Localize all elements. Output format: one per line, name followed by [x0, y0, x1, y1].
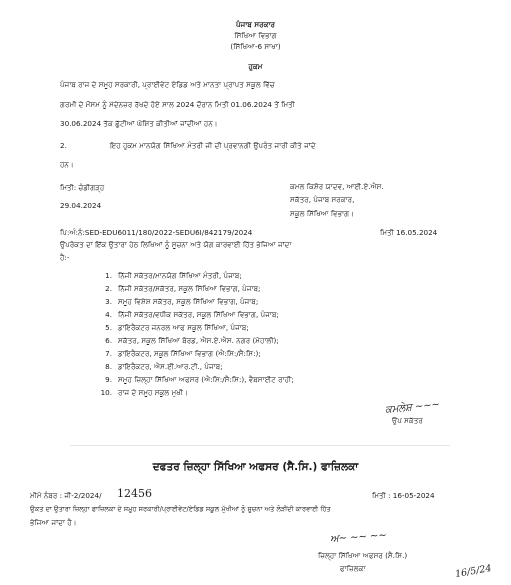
order-date: 29.04.2024	[60, 201, 102, 210]
signatory-department: ਸਕੂਲ ਸਿੱਖਿਆ ਵਿਭਾਗ।	[290, 209, 355, 218]
list-item: 6. ਸਕੱਤਰ, ਸਕੂਲ ਸਿੱਖਿਆ ਬੋਰਡ, ਐਸ.ਏ.ਐਸ. ਨਗਰ (ਮੋਹਾਲੀ);	[105, 336, 279, 345]
govt-heading: ਪੰਜਾਬ ਸਰਕਾਰ	[235, 20, 276, 29]
list-item: 3. ਸਮੂਹ ਵਿਸ਼ੇਸ਼ ਸਕੱਤਰ, ਸਕੂਲ ਸਿੱਖਿਆ ਵਿਭਾਗ, ਪੰਜਾਬ;	[105, 297, 259, 306]
list-item: 1. ਨਿੱਜੀ ਸਕੱਤਰ/ਮਾਨਯੋਗ ਸਿੱਖਿਆ ਮੰਤਰੀ, ਪੰਜਾਬ;	[105, 271, 242, 280]
memo-date: ਮਿਤੀ : 16-05-2024	[372, 491, 435, 500]
para2-number: 2.	[60, 141, 67, 150]
para2-line1: ਇਹ ਹੁਕਮ ਮਾਨਯੋਗ ਸਿੱਖਿਆ ਮੰਤਰੀ ਜੀ ਦੀ ਪ੍ਰਵਾਨਗੀ ਉਪਰੰਤ ਜਾਰੀ ਕੀਤੇ ਜਾਂਦੇ	[110, 141, 316, 150]
order-title: ਹੁਕਮ	[248, 62, 263, 71]
signature-upper-label: ਉਪ ਸਕੱਤਰ	[392, 416, 423, 425]
department-heading: ਸਿੱਖਿਆ ਵਿਭਾਗ	[234, 31, 277, 40]
signature-lower: ਅ~ ~~ ~~	[329, 530, 388, 545]
list-item: 2. ਨਿੱਜੀ ਸਕੱਤਰ/ਸਕੱਤਰ, ਸਕੂਲ ਸਿੱਖਿਆ ਵਿਭਾਗ, ਪੰਜਾਬ;	[105, 284, 261, 293]
list-item: 7. ਡਾਇਰੈਕਟਰ, ਸਕੂਲ ਸਿੱਖਿਆ ਵਿਭਾਗ (ਐ:ਸਿ:/ਸੈ:ਸਿ:);	[105, 349, 261, 358]
handwritten-date: 16/5/24	[454, 562, 493, 581]
list-item: 9. ਸਮੂਹ ਜ਼ਿਲ੍ਹਾ ਸਿੱਖਿਆ ਅਫਸਰ (ਐ:ਸਿ:/ਸੈ:ਸਿ:), ਵੈਬਸਾਈਟ ਰਾਹੀਂ;	[105, 375, 294, 384]
list-item: 10. ਰਾਜ ਦੇ ਸਮੂਹ ਸਕੂਲ ਮੁਖੀ।	[100, 388, 188, 397]
list-item: 5. ਡਾਇਰੈਕਟਰ ਜਨਰਲ ਆਫ ਸਕੂਲ ਸਿੱਖਿਆ, ਪੰਜਾਬ;	[105, 323, 249, 332]
district-office-title: ਦਫਤਰ ਜ਼ਿਲ੍ਹਾ ਸਿੱਖਿਆ ਅਫਸਰ (ਸੈ.ਸਿ.) ਫਾਜ਼ਿਲਕਾ	[152, 461, 359, 473]
para2-line2: ਹਨ।	[60, 160, 74, 169]
district-line2: ਭੇਜਿਆ ਜਾਂਦਾ ਹੈ।	[30, 518, 77, 527]
para1-line3: 30.06.2024 ਤੱਕ ਛੁੱਟੀਆਂ ਘੋਸ਼ਿਤ ਕੀਤੀਆਂ ਜਾਂਦੀਆਂ ਹਨ।	[60, 119, 218, 128]
endorsement-line1: ਉਪਰੋਕਤ ਦਾ ਇੱਕ ਉਤਾਰਾ ਹੇਠ ਲਿਖਿਆਂ ਨੂੰ ਸੂਚਨਾ ਅਤੇ ਯੋਗ ਕਾਰਵਾਈ ਹਿੱਤ ਭੇਜਿਆ ਜਾਂਦਾ	[60, 240, 292, 249]
memo-label: ਮੀਮੋ ਨੰਬਰ : ਜੀ-2/2024/	[30, 491, 102, 500]
signature-lower-place: ਫਾਜ਼ਿਲਕਾ	[340, 564, 366, 573]
endorsement-number: ਪਿ:ਅੰ:ਨੰ:SED-EDU6011/180/2022-SEDU6I/842179/2024	[60, 228, 253, 237]
memo-number: 12456	[117, 487, 152, 500]
signature-upper: ਕਮਲੇਸ਼ ~~~	[384, 399, 441, 416]
endorsement-date: ਮਿਤੀ 16.05.2024	[380, 228, 438, 237]
para1-line1: ਪੰਜਾਬ ਰਾਜ ਦੇ ਸਮੂਹ ਸਰਕਾਰੀ, ਪ੍ਰਾਈਵੇਟ ਏਡਿਡ ਅਤੇ ਮਾਨਤਾ ਪ੍ਰਾਪਤ ਸਕੂਲ ਵਿੱਚ	[60, 80, 275, 89]
list-item: 8. ਡਾਇਰੈਕਟਰ, ਐਸ.ਈ.ਆਰ.ਟੀ., ਪੰਜਾਬ;	[105, 362, 223, 371]
signature-lower-officer: ਜ਼ਿਲ੍ਹਾ ਸਿੱਖਿਆ ਅਫਸਰ (ਸੈ.ਸਿ.)	[318, 551, 408, 560]
endorsement-line2: ਹੈ:-	[60, 253, 70, 262]
district-line1: ਉਕਤ ਦਾ ਉਤਾਰਾ ਜ਼ਿਲ੍ਹਾ ਫਾਜ਼ਿਲਕਾ ਦੇ ਸਮੂਹ ਸਰਕਾਰੀ/ਪ੍ਰਾਈਵੇਟ/ਏਡਿਡ ਸਕੂਲ ਮੁੱਖੀਆਂ ਨੂੰ ਸੂਚਨਾ ਅਤੇ ਲੋੜੀਂਦੀ ਕਾਰਵਾਈ ਹਿੱਤ	[30, 505, 331, 513]
signatory-designation: ਸਕੱਤਰ, ਪੰਜਾਬ ਸਰਕਾਰ,	[290, 195, 355, 204]
list-item: 4. ਨਿੱਜੀ ਸਕੱਤਰ/ਵਧੀਕ ਸਕੱਤਰ, ਸਕੂਲ ਸਿੱਖਿਆ ਵਿਭਾਗ, ਪੰਜਾਬ;	[105, 310, 279, 319]
branch-heading: (ਸਿੱਖਿਆ-6 ਸਾਖਾ)	[230, 42, 281, 51]
place-label: ਮਿਤੀ: ਚੰਡੀਗੜ੍ਹ	[60, 183, 105, 192]
signatory-name: ਕਮਲ ਕਿਸ਼ੋਰ ਯਾਦਵ, ਆਈ.ਏ.ਐਸ.	[290, 182, 384, 191]
section-divider	[70, 445, 450, 446]
para1-line2: ਗਰਮੀ ਦੇ ਮੌਸਮ ਨੂੰ ਮੱਦੇਨਜ਼ਰ ਰੱਖਦੇ ਹੋਏ ਸਾਲ 2024 ਦੌਰਾਨ ਮਿਤੀ 01.06.2024 ਤੋਂ ਮਿਤੀ	[60, 100, 295, 109]
